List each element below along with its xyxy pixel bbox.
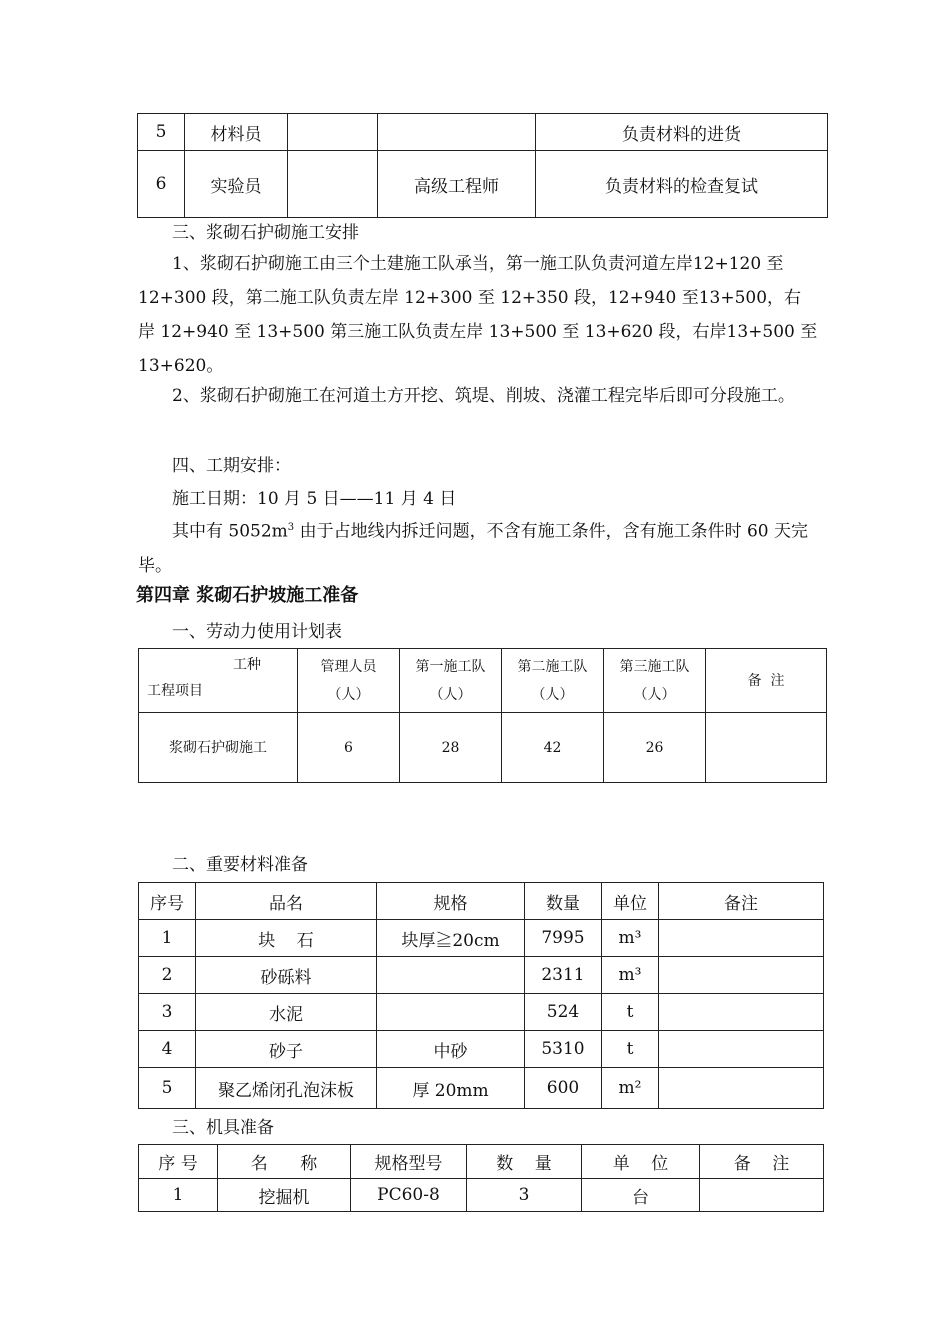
cell: 600 [525,1068,602,1109]
cell-empty [288,151,378,218]
cell [377,957,525,994]
header-cell: 规格 [377,883,525,920]
header-cell: 备注 [659,883,824,920]
cell-role: 材料员 [185,114,288,151]
cell-role: 实验员 [185,151,288,218]
header-cell [604,649,706,713]
cell: 7995 [525,920,602,957]
labor-table [138,648,827,783]
table-row [139,957,824,994]
cell-empty [288,114,378,151]
diagonal-header-cell [139,649,298,713]
cell: 5310 [525,1031,602,1068]
cell: 1 [139,1179,218,1212]
header-cell: 规格型号 [351,1145,467,1179]
header-cell [298,649,400,713]
section-heading: 三、机具准备 [172,1118,274,1138]
cell-value: 26 [604,713,706,783]
table-row [139,713,827,783]
cell: 台 [582,1179,700,1212]
section-heading: 三、浆砌石护砌施工安排 [172,223,359,243]
materials-table [138,882,824,1109]
table-header-row [139,1145,824,1179]
cell-title [378,114,536,151]
header-line: 第一施工队 [415,658,486,675]
cell [659,957,824,994]
section-heading: 二、重要材料准备 [172,855,308,875]
header-line: 第二施工队 [517,658,588,675]
cell-item: 浆砌石护砌施工 [139,713,298,783]
cell: 块 石 [196,920,377,957]
cell [377,994,525,1031]
superscript: 3 [287,522,295,533]
header-line: （人） [633,686,676,703]
section-heading: 一、劳动力使用计划表 [172,622,342,642]
cell-duty: 负责材料的进货 [536,114,828,151]
cell: m² [602,1068,659,1109]
header-cell: 备 注 [700,1145,824,1179]
table-row [139,1179,824,1212]
cell: m³ [602,920,659,957]
cell-title: 高级工程师 [378,151,536,218]
header-cell: 单 位 [582,1145,700,1179]
table-row [139,1031,824,1068]
diag-bottom-label: 工程项目 [147,683,203,699]
cell: 1 [139,920,196,957]
cell [659,994,824,1031]
header-cell: 品名 [196,883,377,920]
header-cell [502,649,604,713]
header-line: （人） [429,686,472,703]
header-line: 管理人员 [320,658,377,675]
cell-value: 6 [298,713,400,783]
header-cell: 备 注 [706,649,827,713]
header-line: （人） [531,686,574,703]
cell: 3 [467,1179,582,1212]
cell [659,1031,824,1068]
date-line: 施工日期：10 月 5 日——11 月 4 日 [172,489,457,509]
cell-remark [706,713,827,783]
table-row [139,1068,824,1109]
cell-value: 28 [400,713,502,783]
table-row [138,151,828,218]
header-line: （人） [327,686,370,703]
cell-value: 42 [502,713,604,783]
header-line: 第三施工队 [619,658,690,675]
cell: t [602,1031,659,1068]
diag-top-label: 工种 [233,657,261,673]
cell: 砂子 [196,1031,377,1068]
cell: 块厚≧20cm [377,920,525,957]
text-part: 其中有 5052m [172,521,288,542]
cell: 3 [139,994,196,1031]
cell: 砂砾料 [196,957,377,994]
table-row [139,920,824,957]
cell: 5 [139,1068,196,1109]
cell: 2 [139,957,196,994]
cell-duty: 负责材料的检查复试 [536,151,828,218]
cell: 水泥 [196,994,377,1031]
section-heading: 四、工期安排： [172,456,291,476]
cell [659,1068,824,1109]
cell: 4 [139,1031,196,1068]
table-header-row [139,649,827,713]
table-row [138,114,828,151]
staff-table [137,113,828,218]
header-cell: 数量 [525,883,602,920]
header-cell [400,649,502,713]
cell: PC60-8 [351,1179,467,1212]
cell [700,1179,824,1212]
header-cell: 序 号 [139,1145,218,1179]
paragraph: 1、浆砌石护砌施工由三个土建施工队承当，第一施工队负责河道左岸12+120 至 12+300 段，第二施工队负责左岸 12+300 至 12+350 段，12+940 至13+500，右岸 12+940 至 13+500 第三施工队负责左岸 13+500 至 13+620 段，右岸13+500 至 13+620。 [138,254,818,376]
cell-no: 5 [138,114,185,151]
header-cell: 数 量 [467,1145,582,1179]
cell: 厚 20mm [377,1068,525,1109]
paragraph: 2、浆砌石护砌施工在河道土方开挖、筑堤、削坡、浇灌工程完毕后即可分段施工。 [172,386,795,406]
cell-no: 6 [138,151,185,218]
table-header-row [139,883,824,920]
cell: 2311 [525,957,602,994]
header-cell: 名 称 [218,1145,351,1179]
table-row [139,994,824,1031]
header-cell: 单位 [602,883,659,920]
chapter-title: 第四章 浆砌石护坡施工准备 [136,585,359,606]
cell: 聚乙烯闭孔泡沫板 [196,1068,377,1109]
paragraph [138,511,818,583]
cell: 524 [525,994,602,1031]
cell: 中砂 [377,1031,525,1068]
cell: 挖掘机 [218,1179,351,1212]
cell [659,920,824,957]
header-cell: 序号 [139,883,196,920]
cell: m³ [602,957,659,994]
cell: t [602,994,659,1031]
machinery-table [138,1144,824,1212]
text-part: 由于占地线内拆迁问题，不含有施工条件，含有施工条件时 60 天完毕。 [138,521,809,576]
